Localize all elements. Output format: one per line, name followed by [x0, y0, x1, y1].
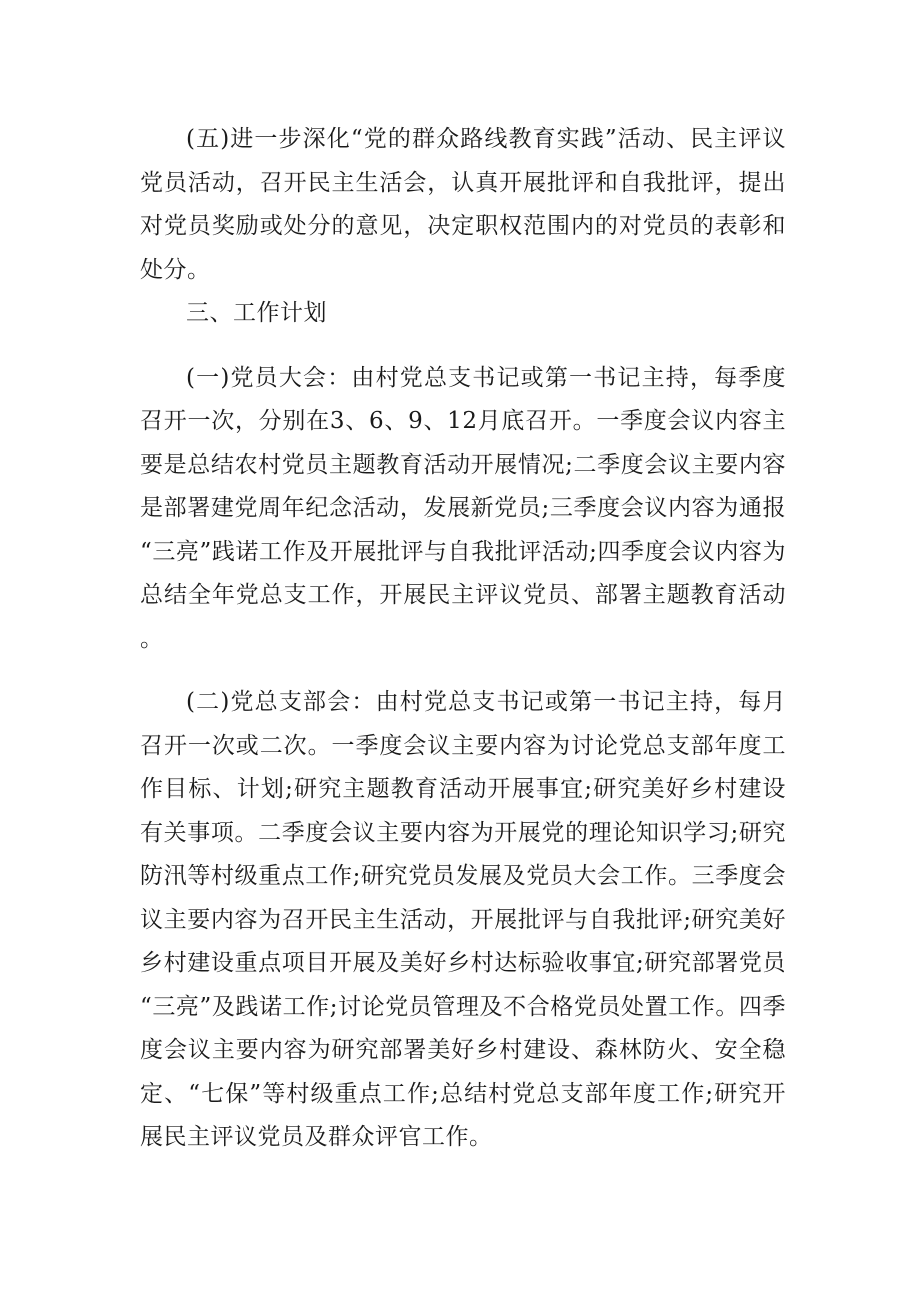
paragraph-plan-party-members-meeting: (一)党员大会：由村党总支书记或第一书记主持，每季度召开一次，分别在3、6、9、12月底召开。一季度会议内容主要是总结农村党员主题教育活动开展情况;二季度会议主要内容是部署建党周年纪念活动，发展新党员;三季度会议内容为通报“三亮”践诺工作及开展批评与自我批评活动;四季度会议内容为总结全年党总支工作，开展民主评议党员、部署主题教育活动。: [140, 364, 786, 652]
section-heading-work-plan: 三、工作计划: [186, 300, 327, 326]
document-body: [140, 118, 786, 1160]
paragraph-item-5: (五)进一步深化“党的群众路线教育实践”活动、民主评议党员活动，召开民主生活会，认真开展批评和自我批评，提出对党员奖励或处分的意见，决定职权范围内的对党员的表彰和处分。: [140, 126, 786, 283]
paragraph-plan-branch-committee-meeting: (二)党总支部会：由村党总支书记或第一书记主持，每月召开一次或二次。一季度会议主要内容为讨论党总支部年度工作目标、计划;研究主题教育活动开展事宜;研究美好乡村建设有关事项。二季度会议主要内容为开展党的理论知识学习;研究防汛等村级重点工作;研究党员发展及党员大会工作。三季度会议主要内容为召开民主生活动，开展批评与自我批评;研究美好乡村建设重点项目开展及美好乡村达标验收事宜;研究部署党员“三亮”及践诺工作;讨论党员管理及不合格党员处置工作。四季度会议主要内容为研究部署美好乡村建设、森林防火、安全稳定、“七保”等村级重点工作;总结村党总支部年度工作;研究开展民主评议党员及群众评官工作。: [140, 689, 786, 1150]
